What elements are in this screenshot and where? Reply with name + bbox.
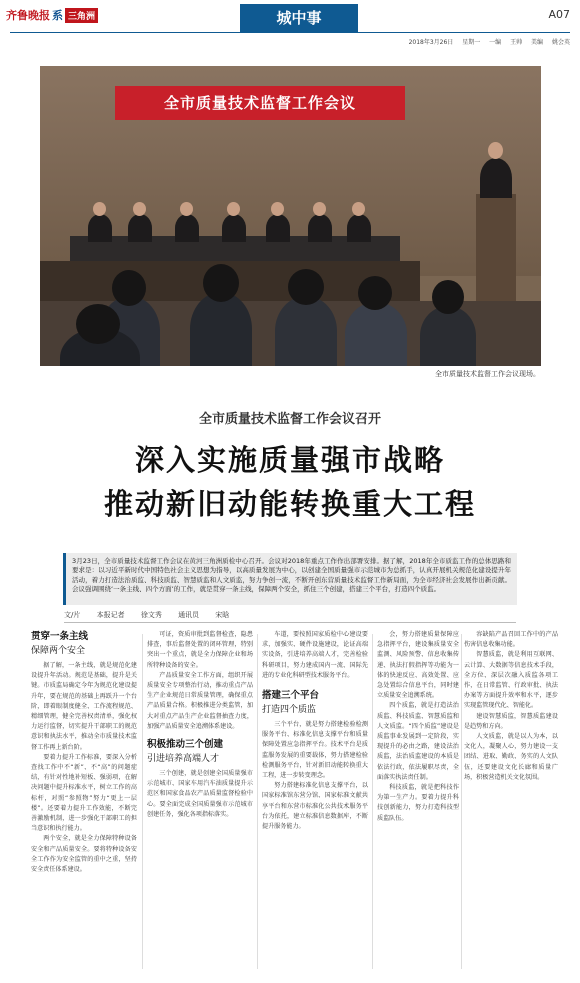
subhead-secondary: 保障两个安全 bbox=[31, 646, 86, 656]
logo-sub: 三角洲 bbox=[65, 8, 98, 23]
paragraph: 人文质监，就是以人为本，以文化人，凝聚人心，努力建设一支团结、进取、勤政、务实的人文队伍，还要建设文化长廊和质量广场，积极营造机关文化氛围。 bbox=[464, 733, 558, 781]
meta-designer: 美编 bbox=[531, 39, 544, 46]
photo-audience bbox=[275, 296, 337, 366]
paragraph: 三个平台，就是努力搭建检验检测服务平台、标准化信息支撑平台和质量保障处置应急指挥平台。技术平台是质监服务发展的重要载体，努力搭建检验检测服务平台，针对新旧动能转换重大工程，进一步转变理念。 bbox=[262, 721, 368, 780]
paragraph: 三个创建，就是创建全国质量强市示范城市、国家车用汽车油质量提升示范区和国家食品农产品质量监督检验中心。要全面完成全国质量强市示范城市创建任务，强化各项指标落实。 bbox=[147, 770, 253, 818]
paragraph: 两个安全，就是全力保障特种设备安全和产品质量安全。要将特种设备安全工作作为安全监管的重中之重，坚持安全责任体系建设。 bbox=[31, 835, 137, 874]
photo-head bbox=[180, 202, 193, 216]
byline-reporter: 徐文秀 bbox=[140, 611, 162, 619]
photo-person bbox=[308, 214, 332, 242]
paragraph: 努力搭建标准化信息支撑平台，以国家标准馆东营分馆、国家标准文献共享平台和东营市标准化公共技术服务平台为依托，建立标准信息数据库，不断提升服务能力。 bbox=[262, 782, 368, 831]
paragraph: 会，努力搭建质量保障应急指挥平台，建设集质量安全监测、风险预警、信息收集传递、执法打假指挥等功能为一体的快速反应、高效处置、应急处置综合信息平台，同时建立质量安全追溯系统。 bbox=[377, 631, 459, 700]
article-headline-1: 深入实施质量强市战略 bbox=[134, 443, 445, 477]
photo-head bbox=[352, 202, 365, 216]
byline-reporter-label: 本报记者 bbox=[96, 611, 125, 619]
photo-head bbox=[313, 202, 326, 216]
paragraph: 建设智慧质监，智慧质监建设是趋势和方向。 bbox=[464, 712, 558, 730]
column-divider bbox=[461, 634, 462, 969]
article-column-3 bbox=[262, 630, 368, 973]
photo-person bbox=[266, 214, 290, 242]
meta-edition: 一编 bbox=[489, 39, 502, 46]
subhead: 积极推动三个创建 bbox=[147, 739, 224, 751]
meta-proof: 姚会英 bbox=[551, 39, 570, 46]
header-rule bbox=[10, 32, 570, 33]
section-title: 城中事 bbox=[240, 4, 358, 32]
photo-audience bbox=[420, 306, 476, 366]
photo-podium bbox=[476, 194, 516, 306]
byline-correspondent: 宋晗 bbox=[215, 611, 230, 619]
photo-head bbox=[93, 202, 106, 216]
photo-audience bbox=[345, 302, 407, 366]
photo-head bbox=[488, 142, 503, 159]
column-divider bbox=[142, 634, 143, 969]
paragraph: 据了解，一条主线，就是规范化建设提升年活动。规范是基础，提升是关键。市质监局确定今年为规范化建设提升年，要在规范的基础上再跃升一个台阶，即着眼制度健全、工作流程规范、精细管理，健全完善权责清单，强化权力运行监督，切实提升干部职工的规范意识和执法水平，推动全市质量技术监督工作再上新台阶。 bbox=[31, 662, 137, 751]
meta-editor: 王帅 bbox=[510, 39, 523, 46]
article-lead: 3月23日，全市质量技术监督工作会议在黄河三角洲质检中心召开。会议对2018年重点工作作出部署安排。据了解，2018年全市质监工作的总体思路和要求是：以习近平新时代中国特色社会主义思想为指导，以高质量发展为中心，以创建全国质量强市示范城市为总抓手，认真开展机关规范化建设提升年活动，着力打造法治质监、科技质监、智慧质监和人文质监，努力争创一流，不断开创东营质量技术监督工作新局面，为全市经济社会发展作出新贡献。会议强调围绕‘一条主线、四个方面’的工作，就是贯穿一条主线，保障两个安全，抓住三个创建，搭建三个平台，打造四个质监。 bbox=[63, 553, 517, 605]
photo-person bbox=[128, 214, 152, 242]
subhead: 贯穿一条主线 bbox=[31, 631, 89, 642]
paragraph: 科技质监，就是把科技作为第一生产力。要着力提升科技创新能力，努力打造科技型质监队伍。 bbox=[377, 784, 459, 822]
article-column-2 bbox=[147, 630, 253, 973]
subhead-secondary: 打造四个质监 bbox=[262, 705, 317, 716]
column-divider bbox=[257, 634, 258, 969]
newspaper-logo bbox=[6, 7, 98, 23]
column-divider bbox=[372, 634, 373, 969]
byline-rule bbox=[64, 622, 516, 623]
photo-head bbox=[227, 202, 240, 216]
photo-speaker bbox=[480, 158, 512, 198]
page-meta bbox=[300, 37, 570, 46]
photo-audience-head bbox=[432, 280, 464, 314]
byline-label: 文/片 bbox=[64, 611, 81, 619]
subhead-secondary: 引进培养高端人才 bbox=[147, 754, 220, 765]
photo-audience bbox=[190, 292, 252, 366]
paragraph: 可证，资质审批到监督检查，隐患排查，事后监督处置的闭环管理，特别突出一个重点，就是全力保障企业和场所特种设备的安全。 bbox=[147, 631, 253, 669]
photo-person bbox=[88, 214, 112, 242]
photo-audience-head bbox=[358, 276, 392, 310]
photo-audience-head bbox=[112, 270, 146, 306]
paragraph: 四个质监，就是打造法治质监、科技质监、智慧质监和人文质监。“四个质监”建设是质监事业发展到一定阶段，实现提升的必由之路，建设法治质监，法治质监建设的本质是依法行政，依法履职尽责，全面落实执法责任制。 bbox=[377, 702, 459, 781]
page-number: A07 bbox=[548, 8, 570, 21]
article-column-4 bbox=[377, 630, 459, 973]
photo-audience-head bbox=[288, 269, 324, 305]
photo-caption: 全市质量技术监督工作会议现场。 bbox=[435, 370, 540, 378]
meta-date: 2018年3月26日 bbox=[408, 39, 454, 46]
photo-audience-head bbox=[203, 264, 239, 302]
meeting-photo bbox=[40, 66, 541, 366]
article-column-1 bbox=[31, 630, 137, 973]
photo-head bbox=[271, 202, 284, 216]
photo-audience-head bbox=[76, 304, 120, 344]
logo-series: 系 bbox=[52, 9, 63, 22]
article-byline bbox=[64, 610, 237, 620]
paragraph: 要着力提升工作标准，要深入分析查找工作中不“新”、不“高”的问题症结，有针对性地补短板、强弱项，在解决问题中提升标准水平，树立工作的高标杆，对照“参照物”努力“更上一层楼”。还要着力提升工作效能，不断完善激励机制，进一步强化干部职工的担当意识和执行能力。 bbox=[31, 753, 137, 833]
article-headline-2: 推动新旧动能转换重大工程 bbox=[103, 487, 476, 521]
paragraph: 智慧质监，就是利用互联网、云计算、大数据等信息技术手段，全方位、深层次融入质监各项工作，在日常监管、行政审批、执法办案等方面提升效率和水平，逐步实现监管现代化、智能化。 bbox=[464, 651, 558, 710]
photo-person bbox=[175, 214, 199, 242]
paragraph: 容缺陷产品召回工作中的产品伤害信息收集功能。 bbox=[464, 631, 558, 649]
paragraph: 产品质量安全工作方面，组织开展质量安全专项整治行动，推动重点产品生产企业规范日常质量管理，确保重点产品质量合格。积极推进分类监管，加大对重点产品生产企业监督抽查力度，加强产品质量安全追溯体系建设。 bbox=[147, 671, 253, 730]
paragraph: 车道，要按照国家质检中心建设要求，加强实、硬件设施建设，论证高端实设备，引进培养高端人才，完善检验科研项目，努力建成国内一流、国际先进的专业化科研型技术服务平台。 bbox=[262, 631, 368, 679]
logo-name: 齐鲁晚报 bbox=[6, 9, 50, 22]
photo-head bbox=[133, 202, 146, 216]
article-kicker: 全市质量技术监督工作会议召开 bbox=[198, 412, 381, 427]
byline-correspondent-label: 通讯员 bbox=[178, 611, 200, 619]
photo-person bbox=[347, 214, 371, 242]
meta-weekday: 星期一 bbox=[462, 39, 481, 46]
photo-person bbox=[222, 214, 246, 242]
photo-banner: 全市质量技术监督工作会议 bbox=[115, 86, 405, 120]
page-header bbox=[0, 0, 580, 32]
article-column-5 bbox=[464, 630, 558, 973]
subhead: 搭建三个平台 bbox=[262, 690, 320, 702]
